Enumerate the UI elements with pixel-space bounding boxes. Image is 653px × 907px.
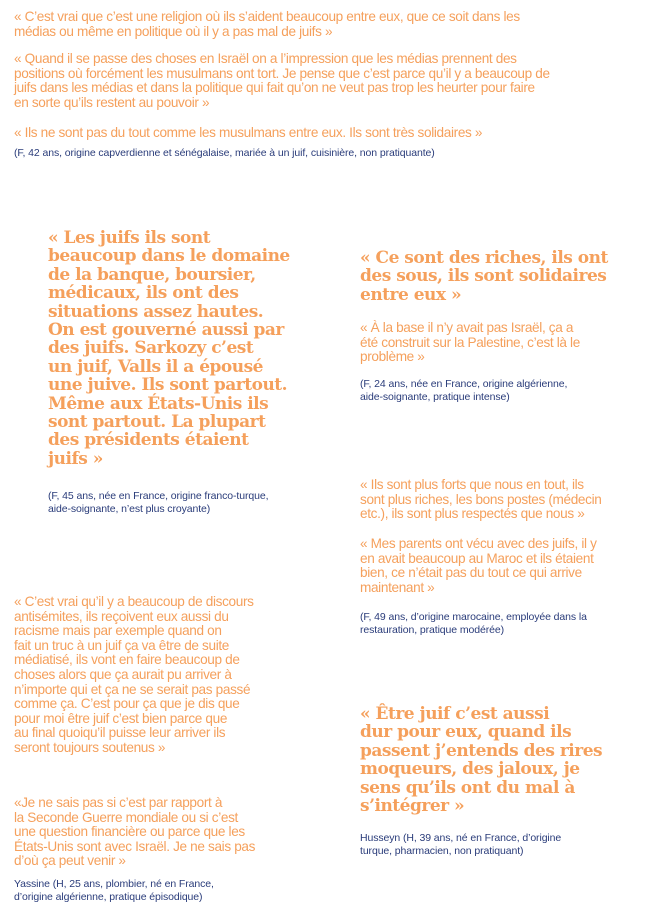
highlight-line: des présidents étaient [48, 430, 249, 451]
attribution-line: (F, 49 ans, d’origine marocaine, employée dans la [360, 611, 587, 623]
highlight-line: moqueurs, des jaloux, je [360, 759, 580, 780]
quote-line: d’où ça peut venir » [14, 853, 126, 869]
attribution-line: aide-soignante, pratique intense) [360, 391, 510, 403]
quote-line: « Quand il se passe des choses en Israël on a l’impression que les médias prennent des [14, 51, 517, 66]
highlight-line: « Ce sont des riches, ils ont [360, 248, 608, 268]
quote-line: pour moi être juif c’est bien parce que [14, 710, 228, 726]
quote-line: seront toujours soutenus » [14, 739, 166, 755]
attribution-line: turque, pharmacien, non pratiquant) [360, 845, 524, 857]
quote-line: été construit sur la Palestine, c’est là le [360, 334, 580, 350]
highlight-line: de la banque, boursier, [48, 264, 256, 285]
highlight-line: médicaux, ils ont des [48, 283, 239, 304]
attribution [48, 490, 268, 516]
highlight-line: des juifs. Sarkozy c’est [48, 338, 254, 359]
quote-line: n’importe qui et ça ne se serait pas passé [14, 681, 251, 697]
highlight-line: entre eux » [360, 284, 462, 305]
quote-line: la Seconde Guerre mondiale ou si c’est [14, 809, 238, 825]
quote-line: bien, ce n’était pas du tout ce qui arrive [360, 565, 582, 581]
attribution-line: (F, 42 ans, origine capverdienne et sénégalaise, mariée à un juif, cuisinière, non pratiquante) [14, 147, 435, 159]
highlight-line: sont partout. La plupart [48, 412, 266, 433]
quote-line: États-Unis sont avec Israël. Je ne sais pas [14, 838, 256, 854]
quote-line: « Ils ne sont pas du tout comme les musulmans entre eux. Ils sont très solidaires » [14, 125, 483, 140]
attribution [360, 378, 567, 404]
highlight-line: situations assez hautes. [48, 301, 264, 322]
quote [360, 478, 601, 522]
quote [360, 321, 580, 365]
quote-line: en sorte qu’ils restent au pouvoir » [14, 94, 210, 110]
highlight-line: s’intégrer » [360, 796, 465, 817]
highlight-line: On est gouverné aussi par [48, 320, 284, 341]
quote-line: fait un truc à un juif ça va être de suite [14, 637, 230, 653]
highlight-line: un juif, Valls il a épousé [48, 356, 263, 377]
quote [14, 595, 254, 756]
attribution [14, 147, 435, 160]
highlight-line: beaucoup dans le domaine [48, 246, 290, 267]
attribution-line: (F, 24 ans, née en France, origine algérienne, [360, 378, 568, 390]
highlight-quote [360, 705, 602, 815]
highlight-line: juifs » [48, 448, 103, 469]
quote [14, 126, 482, 141]
quote-line: antisémites, ils reçoivent eux aussi du [14, 608, 229, 624]
attribution-line: Yassine (H, 25 ans, plombier, né en France, [14, 878, 214, 890]
quote-line: comme ça. C’est pour ça que je dis que [14, 696, 240, 712]
attribution-line: Husseyn (H, 39 ans, né en France, d’origine [360, 832, 562, 844]
attribution [360, 611, 587, 637]
highlight-quote [360, 249, 608, 304]
quote-line: « À la base il n’y avait pas Israël, ça a [360, 320, 574, 335]
quote-line: problème » [360, 349, 425, 365]
quote-line: médiatisé, ils vont en faire beaucoup de [14, 652, 240, 668]
quote-line: « Mes parents ont vécu avec des juifs, il y [360, 536, 597, 551]
attribution [14, 878, 214, 904]
highlight-line: dur pour eux, quand ils [360, 722, 572, 743]
highlight-line: passent j’entends des rires [360, 740, 603, 761]
attribution-line: aide-soignante, n’est plus croyante) [48, 503, 211, 515]
attribution [360, 832, 561, 858]
quote-line: sont plus riches, les bons postes (médecin [360, 491, 602, 507]
quote-line: « C’est vrai que c’est une religion où ils s’aident beaucoup entre eux, que ce soit dans les [14, 9, 520, 24]
attribution-line: (F, 45 ans, née en France, origine franco-turque, [48, 490, 269, 502]
highlight-line: « Être juif c’est aussi [360, 704, 550, 724]
quote-line: racisme mais par exemple quand on [14, 623, 222, 639]
quote-line: médias ou même en politique où il y a pas mal de juifs » [14, 23, 333, 39]
quote-line: une question financière ou parce que les [14, 824, 245, 840]
highlight-quote [48, 229, 290, 468]
quote-line: etc.), ils sont plus respectés que nous » [360, 506, 585, 522]
highlight-line: des sous, ils sont solidaires [360, 266, 607, 287]
highlight-line: Même aux États-Unis ils [48, 393, 269, 414]
quote-line: au final quoiqu’il puisse leur arriver ils [14, 725, 226, 741]
quote-line: «Je ne sais pas si c’est par rapport à [14, 795, 223, 810]
attribution-line: d’origine algérienne, pratique épisodique) [14, 891, 203, 903]
highlight-line: « Les juifs ils sont [48, 228, 211, 248]
quote-line: choses alors que ça aurait pu arriver à [14, 666, 232, 682]
highlight-line: une juive. Ils sont partout. [48, 375, 288, 396]
quote [14, 796, 255, 869]
quote [14, 52, 550, 110]
quote-line: positions où forcément les musulmans ont tort. Je pense que c’est parce qu’il y a beaucoup de [14, 65, 550, 81]
quote-line: juifs dans les médias et dans la politique qui fait qu’on ne veut pas trop les heurter pour faire [14, 80, 535, 96]
quote-line: « Ils sont plus forts que nous en tout, ils [360, 477, 584, 492]
attribution-line: restauration, pratique modérée) [360, 624, 504, 636]
quote-line: en avait beaucoup au Maroc et ils étaient [360, 550, 594, 566]
quote-line: « C’est vrai qu’il y a beaucoup de discours [14, 594, 254, 609]
quote [360, 537, 597, 595]
highlight-line: sens qu’ils ont du mal à [360, 777, 575, 798]
quote-line: maintenant » [360, 579, 435, 595]
quote [14, 10, 520, 39]
